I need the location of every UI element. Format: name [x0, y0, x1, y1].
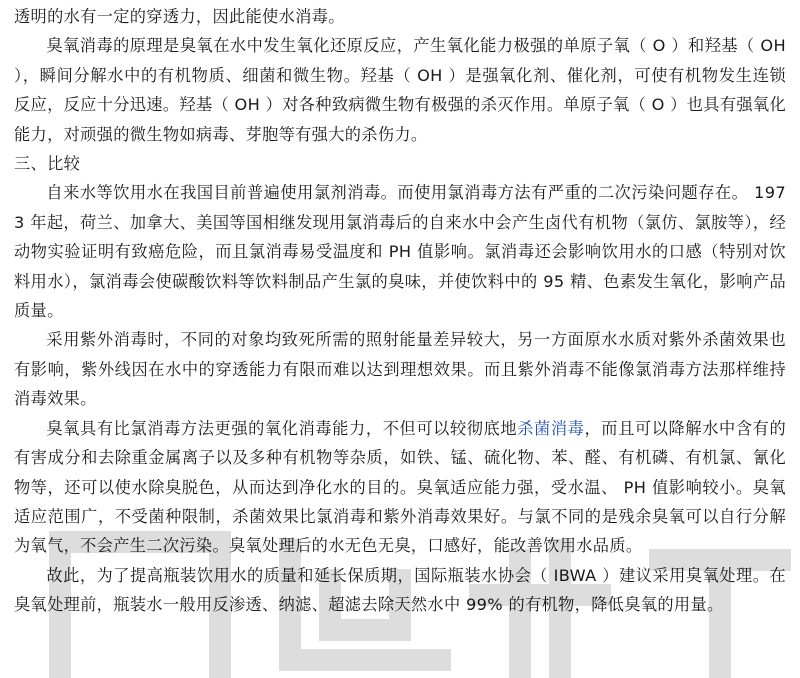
paragraph-conclusion: 故此，为了提高瓶装饮用水的质量和延长保质期，国际瓶装水协会（ IBWA ）建议采用臭氧处理。在臭氧处理前，瓶装水一般用反渗透、纳滤、超滤去除天然水中 99% 的有机物，降低臭氧的用量。 — [14, 565, 786, 615]
paragraph-ozone-text-after: ，而且可以降解水中含有的有害成分和去除重金属离子以及多种有机物等杂质，如铁、锰、硫化物、苯、醛、有机磷、有机氯、氰化物等，还可以使水除臭脱色，从而达到净化水的目的。臭氧适应能力强，受水温、 PH 值影响较小。臭氧适应范围广，不受菌种限制，杀菌效果比氯消毒和紫外消毒效果好。与氯不同的是残余臭氧可以自行分解为氧气，不会产生二次污染。臭氧处理后的水无色无臭，口感好，能改善饮用水品质。 — [14, 418, 786, 556]
section-heading-comparison: 三、比较 — [14, 154, 81, 174]
sterilization-link[interactable]: 杀菌消毒 — [517, 418, 585, 438]
paragraph-ozone-principle: 臭氧消毒的原理是臭氧在水中发生氧化还原反应，产生氧化能力极强的单原子氧（ O ）和羟基（ OH ），瞬间分解水中的有机物质、细菌和微生物。羟基（ OH ）是强氧化剂、催化剂，可使有机物发生连锁反应，反应十分迅速。羟基（ OH ）对各种致病微生物有极强的杀灭作用。单原子氧（ O ）也具有强氧化能力，对顽强的微生物如病毒、芽胞等有强大的杀伤力。 — [14, 36, 786, 144]
paragraph-uv-disinfection: 采用紫外消毒时，不同的对象均致死所需的照射能量差异较大，另一方面原水水质对紫外杀菌效果也有影响，紫外线因在水中的穿透能力有限而难以达到理想效果。而且紫外消毒不能像氯消毒方法那样维持消毒效果。 — [14, 330, 786, 409]
paragraph-fragment: 透明的水有一定的穿透力，因此能使水消毒。 — [14, 7, 345, 26]
paragraph-ozone-advantages — [14, 414, 786, 561]
paragraph-chlorine-disinfection: 自来水等饮用水在我国目前普遍使用氯剂消毒。而使用氯消毒方法有严重的二次污染问题存在。 1973 年起，荷兰、加拿大、美国等国相继发现用氯消毒后的自来水中会产生卤代有机物（氯仿、氯胺等），经动物实验证明有致癌危险，而且氯消毒易受温度和 PH 值影响。氯消毒还会影响饮用水的口感（特别对饮料用水），氯消毒会使碳酸饮料等饮料制品产生氯的臭味，并使饮料中的 95 精、色素发生氧化，影响产品质量。 — [14, 183, 786, 321]
paragraph-ozone-text-before: 臭氧具有比氯消毒方法更强的氧化消毒能力，不但可以较彻底地 — [46, 418, 518, 438]
